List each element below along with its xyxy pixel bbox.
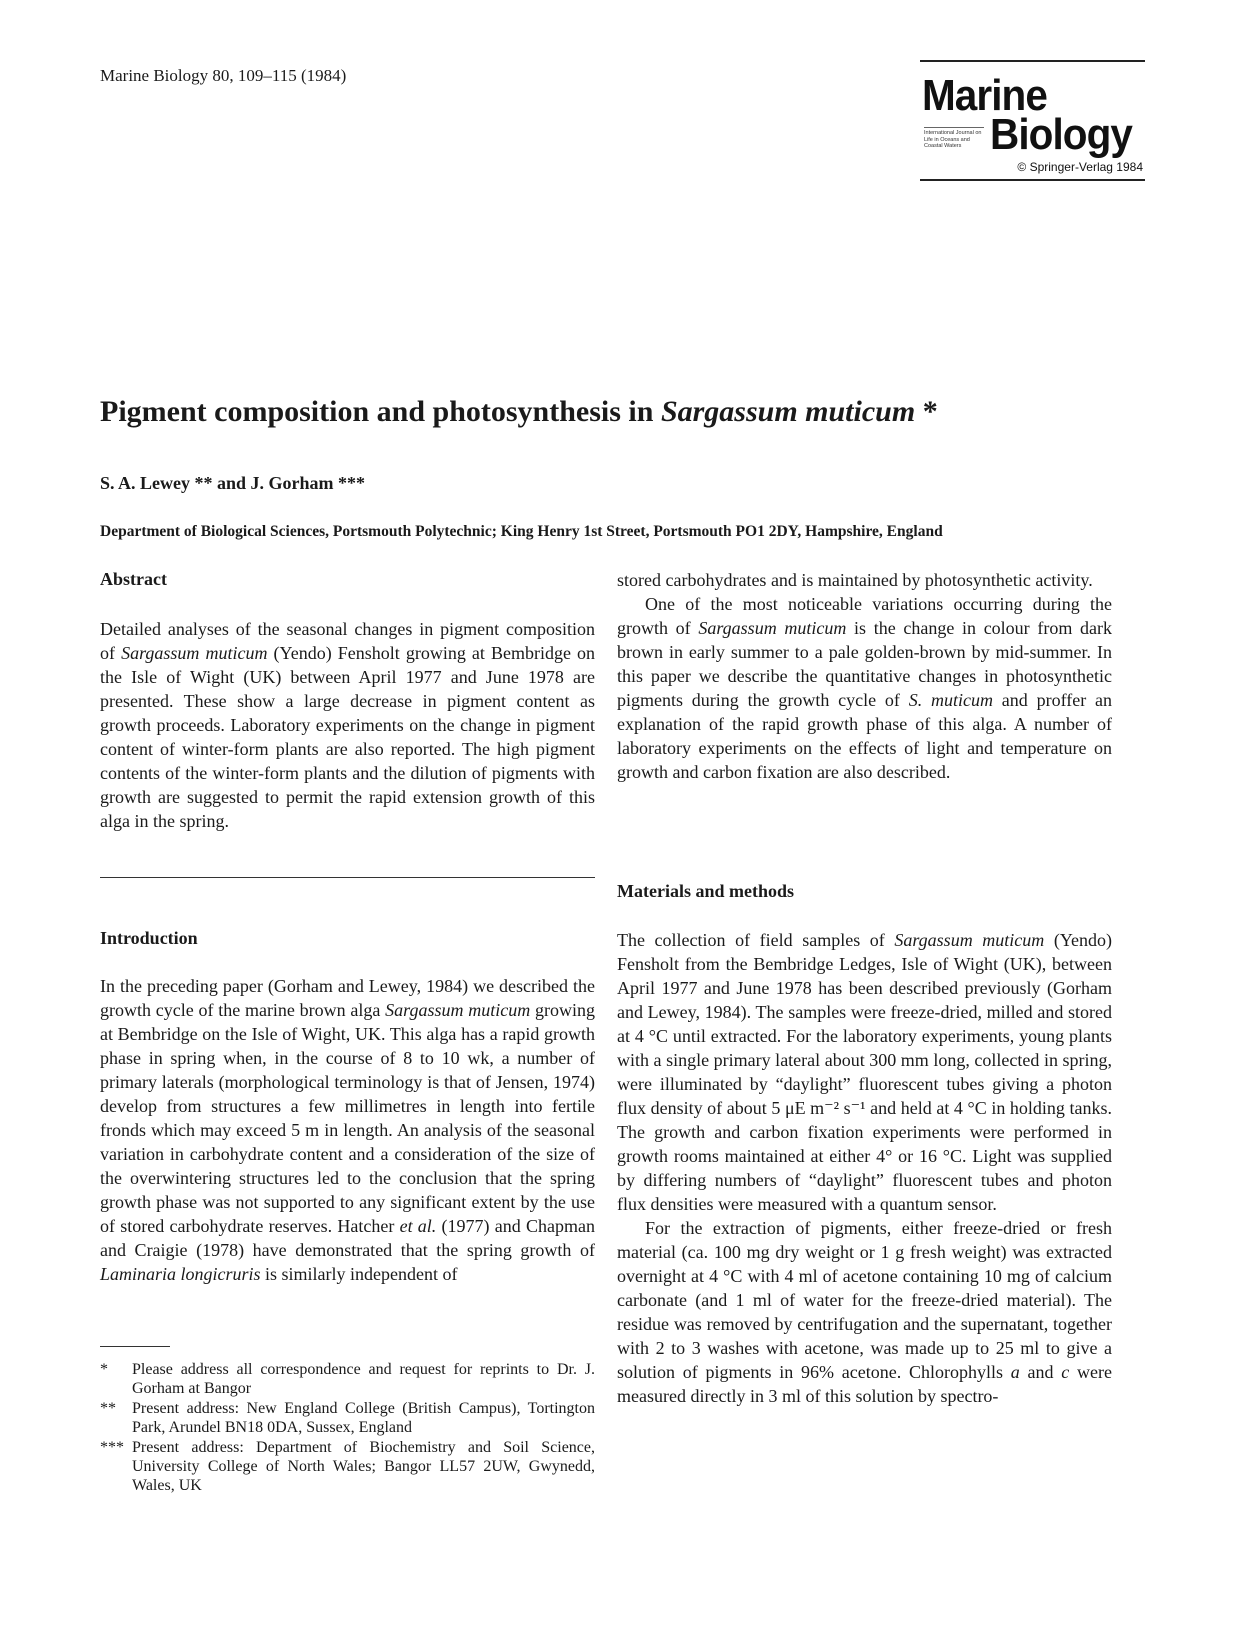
footnotes bbox=[100, 1360, 595, 1496]
abstract-body: Detailed analyses of the seasonal changes in pigment composition of Sargassum muticum (Yendo) Fensholt growing at Bembridge on the Isle of Wight (UK) between April 1977 and June 1978 are presented. These show a large decrease in pigment content as growth proceeds. Laboratory experiments on the change in pigment content of winter-form plants are also reported. The high pigment contents of the winter-form plants and the dilution of pigments with growth are suggested to permit the rapid extension growth of this alga in the spring. bbox=[100, 619, 595, 831]
abstract-heading: Abstract bbox=[100, 569, 167, 589]
introduction-body-left: In the preceding paper (Gorham and Lewey, 1984) we described the growth cycle of the marine brown alga Sargassum muticum growing at Bembridge on the Isle of Wight, UK. This alga has a rapid growth phase in spring when, in the course of 8 to 10 wk, a number of primary laterals (morphological terminology is that of Jensen, 1974) develop from structures a few millimetres in length into fertile fronds which may exceed 5 m in length. An analysis of the seasonal variation in carbohydrate content and a consideration of the size of the overwintering structures led to the conclusion that the spring growth phase was not supported to any significant extent by the use of stored carbohydrate reserves. Hatcher et al. (1977) and Chapman and Craigie (1978) have demonstrated that the spring growth of Laminaria longicruris is similarly independent of bbox=[100, 976, 595, 1284]
footnote: ** Present address: New England College (British Campus), Tortington Park, Arundel BN18 0DA, Sussex, England bbox=[100, 1400, 595, 1436]
journal-citation: Marine Biology 80, 109–115 (1984) bbox=[100, 66, 347, 85]
introduction-body-right: stored carbohydrates and is maintained by photosynthetic activity. One of the most noticeable variations occurring during the growth of Sargassum muticum is the change in colour from dark brown in early summer to a pale golden-brown by mid-summer. In this paper we describe the quantitative changes in photosynthetic pigments during the growth cycle of S. muticum and proffer an explanation of the rapid growth phase of this alga. A number of laboratory experiments on the effects of light and temperature on growth and carbon fixation are also described. bbox=[617, 570, 1112, 782]
introduction-heading: Introduction bbox=[100, 928, 198, 948]
abstract-divider bbox=[100, 877, 595, 878]
logo-bottom-rule bbox=[920, 179, 1145, 181]
footnote-rule bbox=[100, 1346, 170, 1347]
logo-tag-rule bbox=[924, 127, 984, 128]
methods-body: The collection of field samples of Sargassum muticum (Yendo) Fensholt from the Bembridge Ledges, Isle of Wight (UK), between April 1977 and June 1978 has been described previously (Gorham and Lewey, 1984). The samples were freeze-dried, milled and stored at 4 °C until extracted. For the laboratory experiments, young plants with a single primary lateral about 300 mm long, collected in spring, were illuminated by “daylight” fluorescent tubes giving a photon flux density of about 5 μE m⁻² s⁻¹ and held at 4 °C in holding tanks. The growth and carbon fixation experiments were performed in growth rooms maintained at either 4° or 16 °C. Light was supplied by differing numbers of “daylight” fluorescent tubes and photon flux densities were measured with a quantum sensor. For the extraction of pigments, either freeze-dried or fresh material (ca. 100 mg dry weight or 1 g fresh weight) was extracted overnight at 4 °C with 4 ml of acetone containing 10 mg of calcium carbonate (and 1 ml of water for the freeze-dried material). The residue was removed by centrifugation and the supernatant, together with 2 to 3 washes with acetone, was made up to 25 ml to give a solution of pigments in 96% acetone. Chlorophylls a and c were measured directly in 3 ml of this solution by spectro- bbox=[617, 930, 1112, 1406]
logo-copyright: © Springer-Verlag 1984 bbox=[1017, 160, 1143, 174]
logo-tagline: International Journal on Life in Oceans and Coastal Waters bbox=[924, 130, 982, 149]
footnote: * Please address all correspondence and request for reprints to Dr. J. Gorham at Bangor bbox=[100, 1361, 595, 1397]
logo-top-rule bbox=[920, 60, 1145, 62]
journal-logo bbox=[920, 60, 1145, 188]
footnote: *** Present address: Department of Biochemistry and Soil Science, University College of North Wales; Bangor LL57 2UW, Gwynedd, Wales, UK bbox=[100, 1439, 595, 1494]
article-title: Pigment composition and photosynthesis in Sargassum muticum * bbox=[100, 395, 938, 428]
article-affiliation: Department of Biological Sciences, Portsmouth Polytechnic; King Henry 1st Street, Portsmouth PO1 2DY, Hampshire, England bbox=[100, 523, 943, 540]
logo-word-biology: Biology bbox=[990, 110, 1132, 159]
logo-word-marine: Marine bbox=[922, 71, 1047, 120]
methods-heading: Materials and methods bbox=[617, 881, 794, 901]
article-authors: S. A. Lewey ** and J. Gorham *** bbox=[100, 473, 366, 493]
